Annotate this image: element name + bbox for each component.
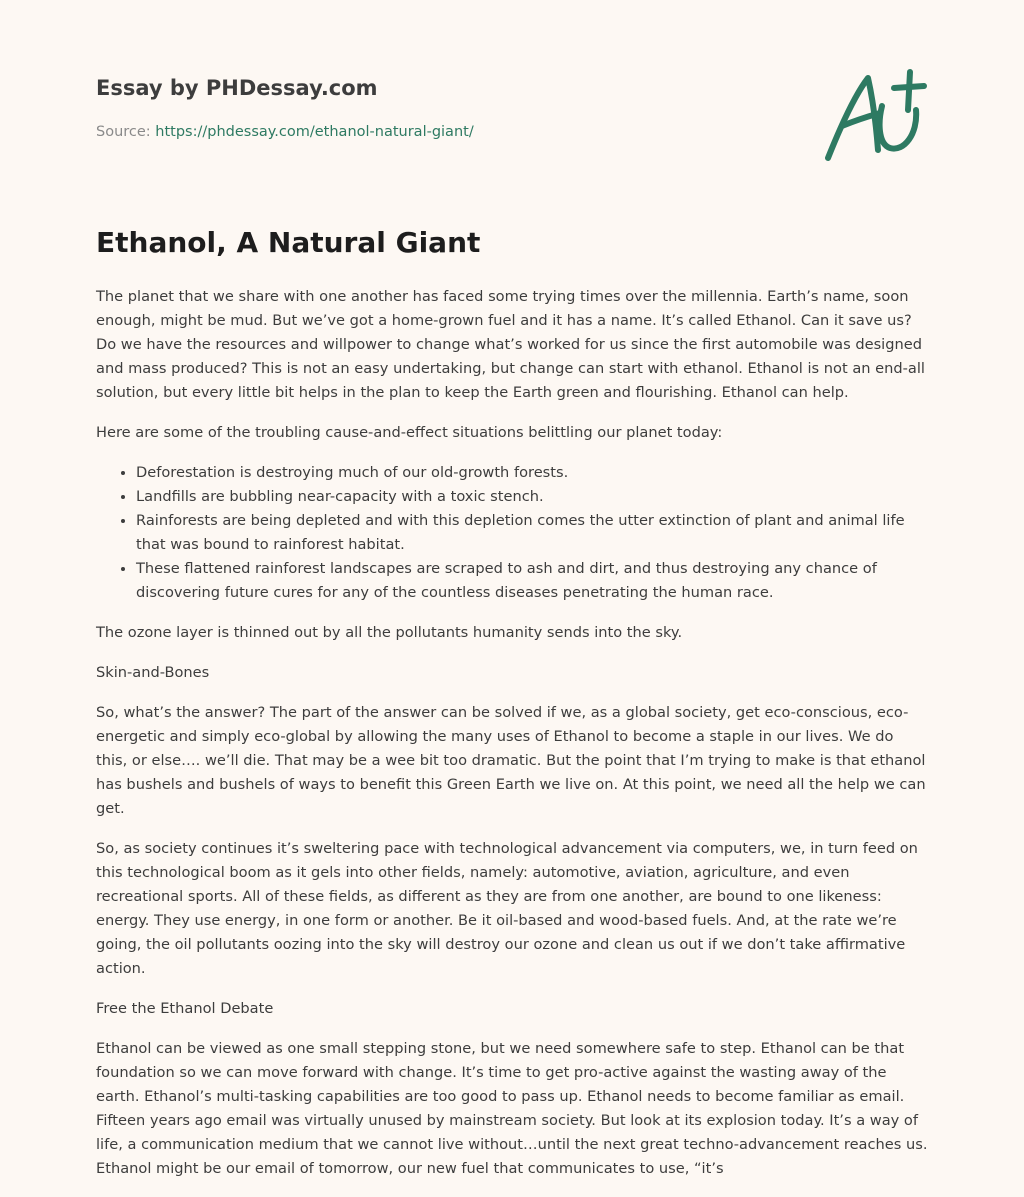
source-line: [96, 124, 474, 140]
essay-body: [96, 285, 928, 1197]
paragraph-stepping-stone: Ethanol can be viewed as one small stepping stone, but we need somewhere safe to step. Ethanol can be that foundation so we can move forward with change. It’s time to get pro-active against the wasting away of the earth. Ethanol’s multi-tasking capabilities are too good to pass up. Ethanol needs to become familiar as email. Fifteen years ago email was virtually unused by mainstream society. But look at its explosion today. It’s a way of life, a communication medium that we cannot live without…until the next great techno-advancement reaches us. Ethanol might be our email of tomorrow, our new fuel that communicates to use, “it’s: [96, 1040, 928, 1177]
paragraph-ozone: The ozone layer is thinned out by all the pollutants humanity sends into the sky.: [96, 624, 683, 641]
source-label: Source:: [96, 124, 156, 140]
a-plus-logo-icon: [824, 66, 928, 166]
paragraph-technology: So, as society continues it’s sweltering pace with technological advancement via computers, we, in turn feed on this technological boom as it gels into other fields, namely: automotive, aviation, agriculture, and even recreational sports. All of these fields, as different as they are from one another, are bound to one likeness: energy. They use energy, in one form or another. Be it oil-based and wood-based fuels. And, at the rate we’re going, the oil pollutants oozing into the sky will destroy our ozone and clean us out if we don’t take affirmative action.: [96, 840, 918, 977]
list-item: • These flattened rainforest landscapes are scraped to ash and dirt, and thus destroying any chance of discovering future cures for any of the countless diseases penetrating the human race.: [136, 557, 928, 605]
subheading-skin-and-bones: Skin-and-Bones: [96, 664, 210, 681]
source-link[interactable]: https://phdessay.com/ethanol-natural-giant/: [155, 124, 474, 140]
problem-list: [96, 461, 928, 605]
essay-title: Ethanol, A Natural Giant: [96, 226, 481, 259]
paragraph-answer: So, what’s the answer? The part of the answer can be solved if we, as a global society, get eco-conscious, eco-energetic and simply eco-global by allowing the many uses of Ethanol to become a staple in our lives. We do this, or else…. we’ll die. That may be a wee bit too dramatic. But the point that I’m trying to make is that ethanol has bushels and bushels of ways to benefit this Green Earth we live on. At this point, we need all the help we can get.: [96, 704, 926, 817]
paragraph-intro: The planet that we share with one another has faced some trying times over the millennia. Earth’s name, soon enough, might be mud. But we’ve got a home-grown fuel and it has a name. It’s called Ethanol. Can it save us? Do we have the resources and willpower to change what’s worked for us since the first automobile was designed and mass produced? This is not an easy undertaking, but change can start with ethanol. Ethanol is not an end-all solution, but every little bit helps in the plan to keep the Earth green and flourishing. Ethanol can help.: [96, 288, 925, 401]
brand-heading: Essay by PHDessay.com: [96, 76, 378, 100]
list-item: • Landfills are bubbling near-capacity with a toxic stench.: [136, 485, 928, 509]
list-item: • Deforestation is destroying much of our old-growth forests.: [136, 461, 928, 485]
paragraph-list-intro: Here are some of the troubling cause-and-effect situations belittling our planet today:: [96, 424, 723, 441]
list-item: • Rainforests are being depleted and with this depletion comes the utter extinction of plant and animal life that was bound to rainforest habitat.: [136, 509, 928, 557]
subheading-ethanol-debate: Free the Ethanol Debate: [96, 1000, 274, 1017]
